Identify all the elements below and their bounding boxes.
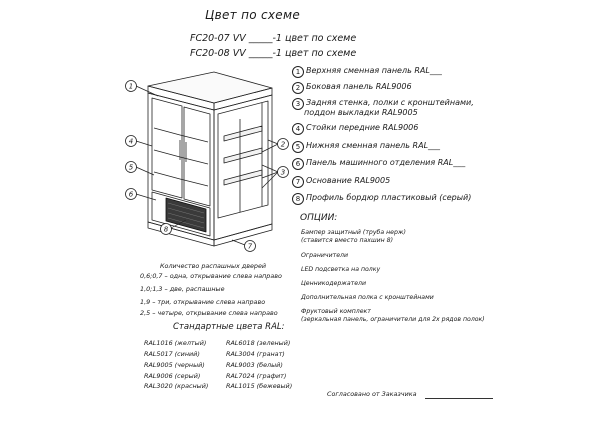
ral-color-left: RAL5017 (синий) [144, 350, 200, 358]
callout-3 [278, 167, 289, 178]
doors-item: 0,6;0,7 – одна, открывание слева направо [140, 272, 282, 280]
callout-6 [126, 189, 137, 200]
option-item: Бампер защитный (труба нерж) [301, 229, 406, 236]
svg-text:3: 3 [280, 168, 286, 177]
part-number: 2 [292, 82, 304, 94]
part-item-6 [292, 158, 465, 170]
ral-color-left: RAL1016 (желтый) [144, 339, 207, 347]
part-item-8 [292, 193, 471, 205]
doors-item: 1,9 – три, открывание слева направо [140, 298, 266, 306]
page-title: Цвет по схеме [205, 8, 300, 22]
svg-text:4: 4 [128, 137, 134, 146]
part-number: 3 [292, 98, 304, 110]
callout-7 [245, 241, 256, 252]
ral-color-right: RAL3004 (гранат) [226, 350, 285, 358]
doors-item: 1,0;1,3 – две, распашные [140, 285, 225, 293]
option-item: Дополнительная полка с кронштейнами [301, 294, 434, 301]
signature-line [425, 398, 493, 399]
ral-color-right: RAL1015 (бежевый) [226, 382, 293, 390]
part-item-7 [292, 176, 390, 188]
options-heading: ОПЦИИ: [300, 213, 338, 223]
option-item: (зеркальная панель, ограничители для 2х рядов полок) [301, 316, 485, 323]
part-text: поддон выкладки RAL9005 [304, 108, 418, 117]
option-item: LED подсветка на полку [301, 266, 381, 273]
ral-color-left: RAL9006 (серый) [144, 372, 201, 380]
model-line-fc20-07: FC20-07 VV _____-1 цвет по схеме [190, 33, 357, 44]
doors-item: 2,5 – четыре, открывание слева направо [140, 309, 278, 317]
svg-text:6: 6 [128, 190, 134, 199]
callout-8 [161, 224, 172, 235]
option-item: (ставится вместо пахшин 8) [301, 237, 393, 244]
model-line-fc20-08: FC20-08 VV _____-1 цвет по схеме [190, 48, 357, 59]
part-text: Панель машинного отделения RAL___ [306, 158, 466, 167]
part-number: 6 [292, 158, 304, 170]
svg-text:5: 5 [128, 163, 134, 172]
callout-4 [126, 136, 137, 147]
part-number: 4 [292, 123, 304, 135]
svg-text:1: 1 [128, 82, 134, 91]
part-text: Профиль бордюр пластиковый (серый) [306, 193, 472, 202]
part-text: Боковая панель RAL9006 [306, 82, 412, 91]
part-item-5 [292, 141, 440, 153]
svg-text:2: 2 [280, 140, 286, 149]
option-item: Ценникодержатели [301, 280, 367, 287]
part-number: 5 [292, 141, 304, 153]
ral-color-right: RAL6018 (зеленый) [226, 339, 291, 347]
part-item-2 [292, 82, 412, 94]
ral-color-left: RAL3020 (красный) [144, 382, 209, 390]
doors-heading: Количество распашных дверей [160, 262, 267, 270]
ral-color-left: RAL9005 (черный) [144, 361, 205, 369]
part-number: 8 [292, 193, 304, 205]
ral-color-right: RAL7024 (графит) [226, 372, 287, 380]
part-text: Задняя стенка, полки с кронштейнами, [306, 98, 474, 107]
callout-1 [126, 81, 137, 92]
part-item-3-cont [304, 108, 418, 117]
ral-color-right: RAL9003 (белый) [226, 361, 283, 369]
svg-text:7: 7 [247, 242, 253, 251]
callout-5 [126, 162, 137, 173]
part-item-4 [292, 123, 418, 135]
callout-2 [278, 139, 289, 150]
parts-legend [292, 66, 474, 216]
part-text: Стойки передние RAL9006 [306, 123, 419, 132]
part-text: Верхняя сменная панель RAL___ [306, 66, 442, 75]
part-text: Нижняя сменная панель RAL___ [306, 141, 441, 150]
part-item-1 [292, 66, 442, 78]
part-number: 7 [292, 176, 304, 188]
option-item: Ограничители [301, 252, 348, 259]
option-item: Фруктовый комплект [301, 308, 371, 315]
part-text: Основание RAL9005 [306, 176, 391, 185]
customer-approval-label: Согласовано от Заказчика [327, 390, 417, 398]
part-number: 1 [292, 66, 304, 78]
svg-text:8: 8 [163, 225, 169, 234]
standard-colors-heading: Стандартные цвета RAL: [173, 322, 285, 332]
